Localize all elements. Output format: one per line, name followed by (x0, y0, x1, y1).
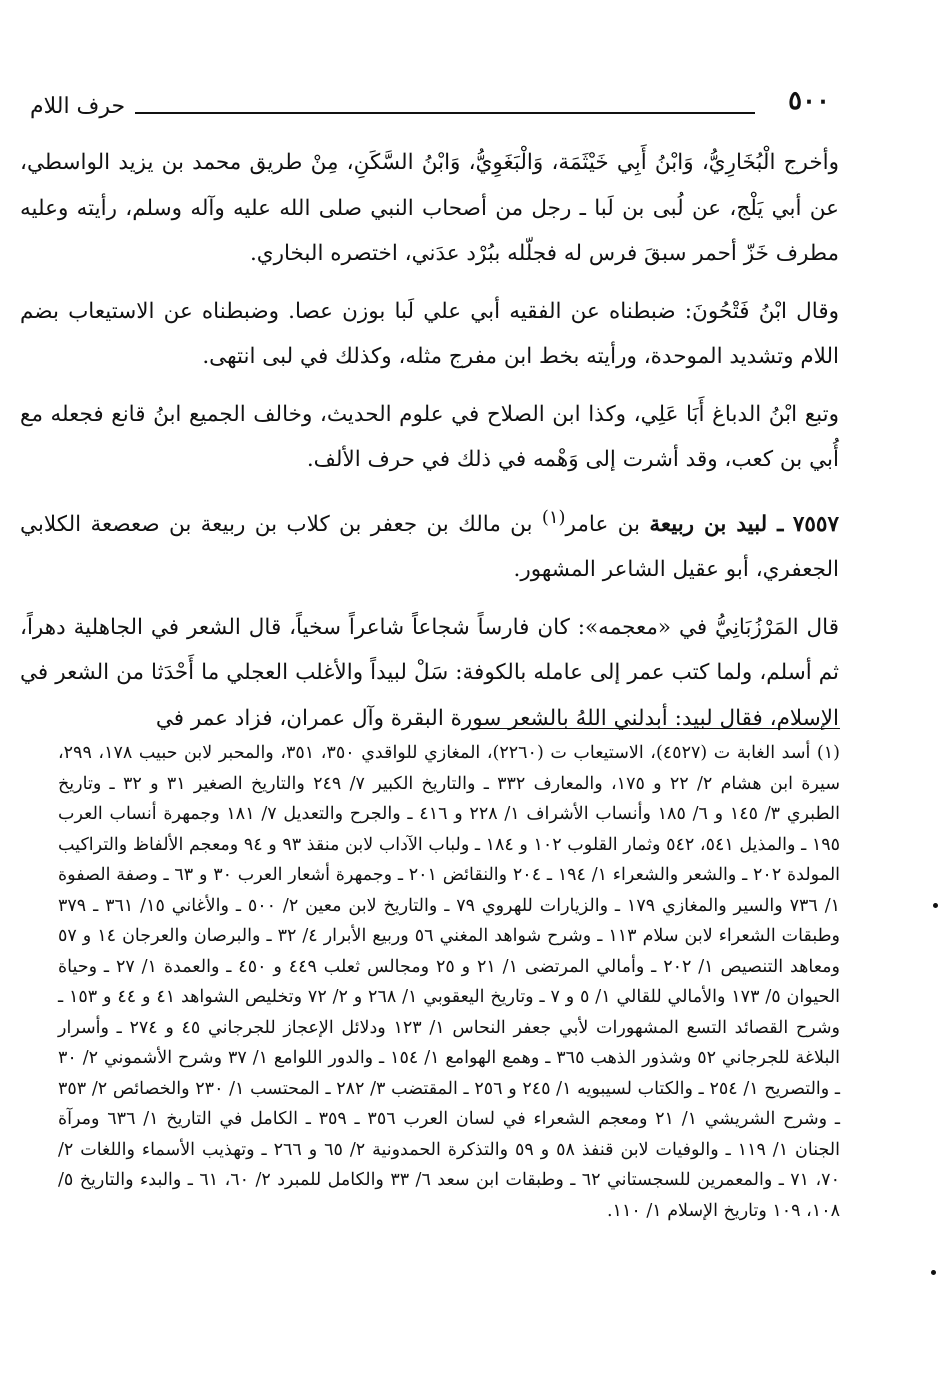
main-text (20, 140, 839, 753)
footnote-separator (470, 728, 840, 729)
page-number: ٥٠٠ (788, 86, 830, 116)
footnote: (١) أسد الغابة ت (٤٥٢٧)، الاستيعاب ت (٢٢٦٠)، المغازي للواقدي ٣٥٠، ٣٥١، والمحبر لابن حبيب ١٧٨، ٢٩٩، سيرة ابن هشام ٢/ ٢٢ و ١٧٥، والمعارف ٣٣٢ ـ والتاريخ الكبير ٧/ ٢٤٩ والتاريخ الصغير ٣١ و ٣٢ ـ وتاريخ الطبري ٣/ ١٤٥ و ٦/ ١٨٥ وأنساب الأشراف ١/ ٢٢٨ و ٤١٦ ـ والجرح والتعديل ٧/ ١٨١ وجمهرة أنساب العرب ١٩٥ ـ والمذيل ٥٤١، ٥٤٢ وثمار القلوب ١٠٢ و ١٨٤ ـ ولباب الآداب لابن منقذ ٩٣ و ٩٤ ومعجم الألفاظ والتراكيب المولدة ٢٠٢ ـ والشعر والشعراء ١/ ١٩٤ ـ ٢٠٤ والنقائض ٢٠١ ـ وجمهرة أشعار العرب ٣٠ و ٦٣ ـ وصفة الصفوة ١/ ٧٣٦ والسير والمغازي ١٧٩ ـ والزيارات للهروي ٧٩ ـ والتاريخ لابن معين ٢/ ٥٠٠ ـ والأغاني ١٥/ ٣٦١ ـ ٣٧٩ وطبقات الشعراء لابن سلام ١١٣ ـ وشرح شواهد المغني ٥٦ وربيع الأبرار ٤/ ٣٢ ـ والبرصان والعرجان ١٤ و ٥٧ ومعاهد التنصيص ١/ ٢٠٢ ـ وأمالي المرتضى ١/ ٢١ و ٢٥ ومجالس ثعلب ٤٤٩ و ٤٥٠ ـ والعمدة ١/ ٢٧ ـ وحياة الحيوان ٥/ ١٧٣ والأمالي للقالي ١/ ٥ و ٧ ـ وتاريخ اليعقوبي ١/ ٢٦٨ و ٢/ ٧٢ وتخليص الشواهد ٤١ و ٤٤ و ١٥٣ ـ وشرح القصائد التسع المشهورات لأبي جعفر النحاس ١/ ١٢٣ ودلائل الإعجاز للجرجاني ٤٥ و ٢٧٤ ـ وأسرار البلاغة للجرجاني ٥٢ وشذور الذهب ٣٦٥ ـ وهمع الهوامع ١/ ١٥٤ ـ والدور اللوامع ١/ ٣٧ وشرح الأشموني ٢/ ٣٠ ـ والتصريح ١/ ٢٥٤ ـ والكتاب لسيبويه ١/ ٢٤٥ و ٢٥٦ ـ المقتضب ٣/ ٢٨٢ ـ المحتسب ١/ ٢٣٠ والخصائص ٢/ ٣٥٣ ـ وشرح الشريشي ١/ ٢١ ومعجم الشعراء في لسان العرب ٣٥٦ ـ ٣٥٩ ـ الكامل في التاريخ ١/ ٦٣٦ ومرآة الجنان ١/ ١١٩ ـ والوفيات لابن قنفذ ٥٨ و ٥٩ والتذكرة الحمدونية ٢/ ٦٥ و ٢٦٦ ـ وتهذيب الأسماء واللغات ٢/ ٧٠، ٧١ ـ والمعمرين للسجستاني ٦٢ ـ وطبقات ابن سعد ٦/ ٣٣ والكامل للمبرد ٢/ ٦٠، ٦١ ـ والبدء والتاريخ ٥/ ١٠٨، ١٠٩ وتاريخ الإسلام ١/ ١١٠. (58, 743, 841, 1221)
scan-mark (933, 903, 938, 908)
paragraph: وأخرج الْبُخَارِيُّ، وَابْنُ أَبِي خَيْثَمَة، وَالْبَغَوِيُّ، وَابْنُ السَّكَنِ، مِنْ طريق محمد بن يزيد الواسطي، عن أبي يَلْج، عن لُبى بن لَبا ـ رجل من أصحاب النبي صلى الله عليه وآله وسلم، رأيته وعليه مطرف خَزّ أحمر سبقَ فرس له فجلّله ببُرْد عدَني، اختصره البخاري. (20, 150, 839, 266)
entry-number: ٧٥٥٧ (792, 511, 840, 537)
entry-lineage-a: بن عامر (565, 511, 640, 537)
header-rule (135, 112, 755, 114)
paragraph: وقال ابْنُ فَتْحُونَ: ضبطناه عن الفقيه أبي علي لَبا بوزن عصا. وضبطناه عن الاستيعاب بضم اللام وتشديد الموحدة، ورأيته بخط ابن مفرج مثله، وكذلك في لبى انتهى. (20, 298, 839, 369)
entry-lineage-b: بن مالك بن جعفر بن كلاب بن ربيعة بن صعصعة الكلابي الجعفري، أبو عقيل الشاعر المشهور. (20, 511, 839, 583)
footnotes (58, 738, 840, 1226)
page-header (30, 82, 830, 126)
scan-mark (931, 1270, 936, 1275)
running-head: حرف اللام (30, 94, 126, 119)
paragraph: قال المَرْزُبَانِيُّ في «معجمه»: كان فارساً شجاعاً شاعراً سخياً، قال الشعر في الجاهلية دهراً، ثم أسلم، ولما كتب عمر إلى عامله بالكوفة: سَلْ لبيداً والأغلب العجلي ما أَحْدَثا من الشعر في الإسلام، فقال لبيد: أبدلني اللهُ بالشعر سورة البقرة وآل عمران، فزاد عمر في (20, 614, 839, 731)
paragraph: وتبع ابْنُ الدباغ أَبَا عَلِي، وكذا ابن الصلاح في علوم الحديث، وخالف الجميع ابنُ قانع فجعله مع أُبي بن كعب، وقد أشرت إلى وَهْمه في ذلك في حرف الألف. (20, 401, 839, 472)
entry-name: لبيد بن ربيعة (649, 511, 768, 537)
entry-heading: ٧٥٥٧ ـ لبيد بن ربيعة بن عامر$^{(١)}$ بن مالك بن جعفر بن كلاب بن ربيعة بن صعصعة الكلابي الجعفري، أبو عقيل الشاعر المشهور. (20, 506, 840, 583)
footnote-ref: (١) (541, 506, 566, 528)
